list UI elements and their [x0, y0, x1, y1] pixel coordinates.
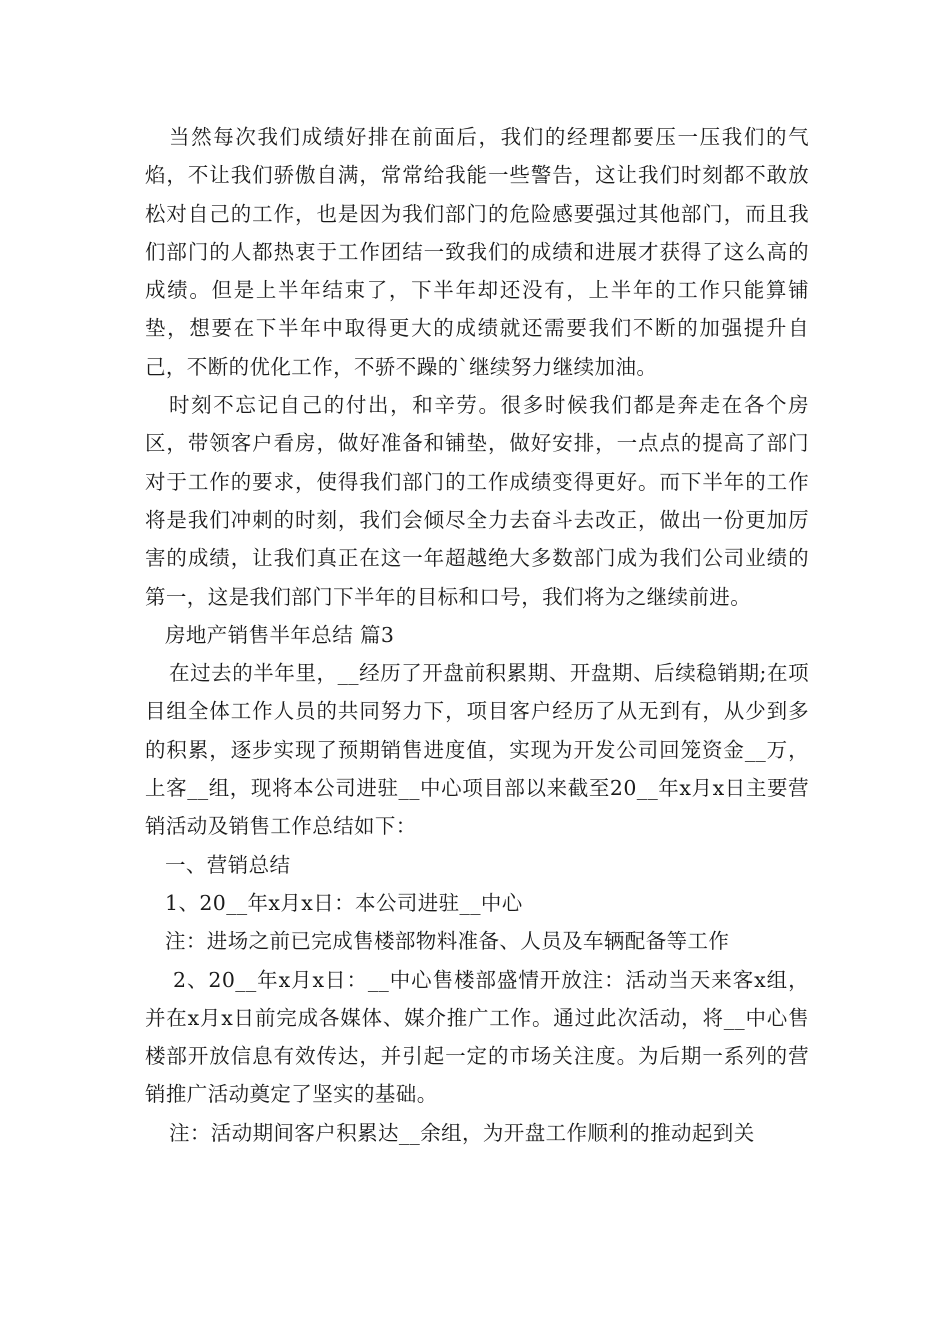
list-item-1: 1、20__年x月x日：本公司进驻__中心 [165, 890, 523, 915]
heading-marketing-summary: 一、营销总结 [165, 852, 291, 877]
list-item-2: 2、20__年x月x日：__中心售楼部盛情开放注：活动当天来客x组，并在x月x日前完成各媒体、媒介推广工作。通过此次活动，将__中心售楼部开放信息有效传达，并引起一定的市场关注度。为后期一系列的营销推广活动奠定了坚实的基础。 [145, 967, 809, 1107]
note-2: 注：活动期间客户积累达__余组，为开盘工作顺利的推动起到关 [169, 1120, 755, 1145]
paragraph-hard-work: 时刻不忘记自己的付出，和辛劳。很多时候我们都是奔走在各个房区，带领客户看房，做好准备和铺垫，做好安排，一点点的提高了部门对于工作的要求，使得我们部门的工作成绩变得更好。而下半年的工作将是我们冲刺的时刻，我们会倾尽全力去奋斗去改正，做出一份更加厉害的成绩，让我们真正在这一年超越绝大多数部门成为我们公司业绩的第一，这是我们部门下半年的目标和口号，我们将为之继续前进。 [145, 393, 809, 609]
section-heading-part3: 房地产销售半年总结 篇3 [165, 622, 395, 647]
paragraph-performance-pressure: 当然每次我们成绩好排在前面后，我们的经理都要压一压我们的气焰，不让我们骄傲自满，常常给我能一些警告，这让我们时刻都不敢放松对自己的工作，也是因为我们部门的危险感要强过其他部门，而且我们部门的人都热衷于工作团结一致我们的成绩和进展才获得了这么高的成绩。但是上半年结束了，下半年却还没有，上半年的工作只能算铺垫，想要在下半年中取得更大的成绩就还需要我们不断的加强提升自己，不断的优化工作，不骄不躁的`继续努力继续加油。 [145, 125, 809, 379]
note-1: 注：进场之前已完成售楼部物料准备、人员及车辆配备等工作 [165, 929, 730, 954]
document-page [145, 118, 809, 1152]
paragraph-half-year-overview: 在过去的半年里，__经历了开盘前积累期、开盘期、后续稳销期;在项目组全体工作人员的共同努力下，项目客户经历了从无到有，从少到多的积累，逐步实现了预期销售进度值，实现为开发公司回笼资金__万，上客__组，现将本公司进驻__中心项目部以来截至20__年x月x日主要营销活动及销售工作总结如下： [145, 661, 809, 839]
